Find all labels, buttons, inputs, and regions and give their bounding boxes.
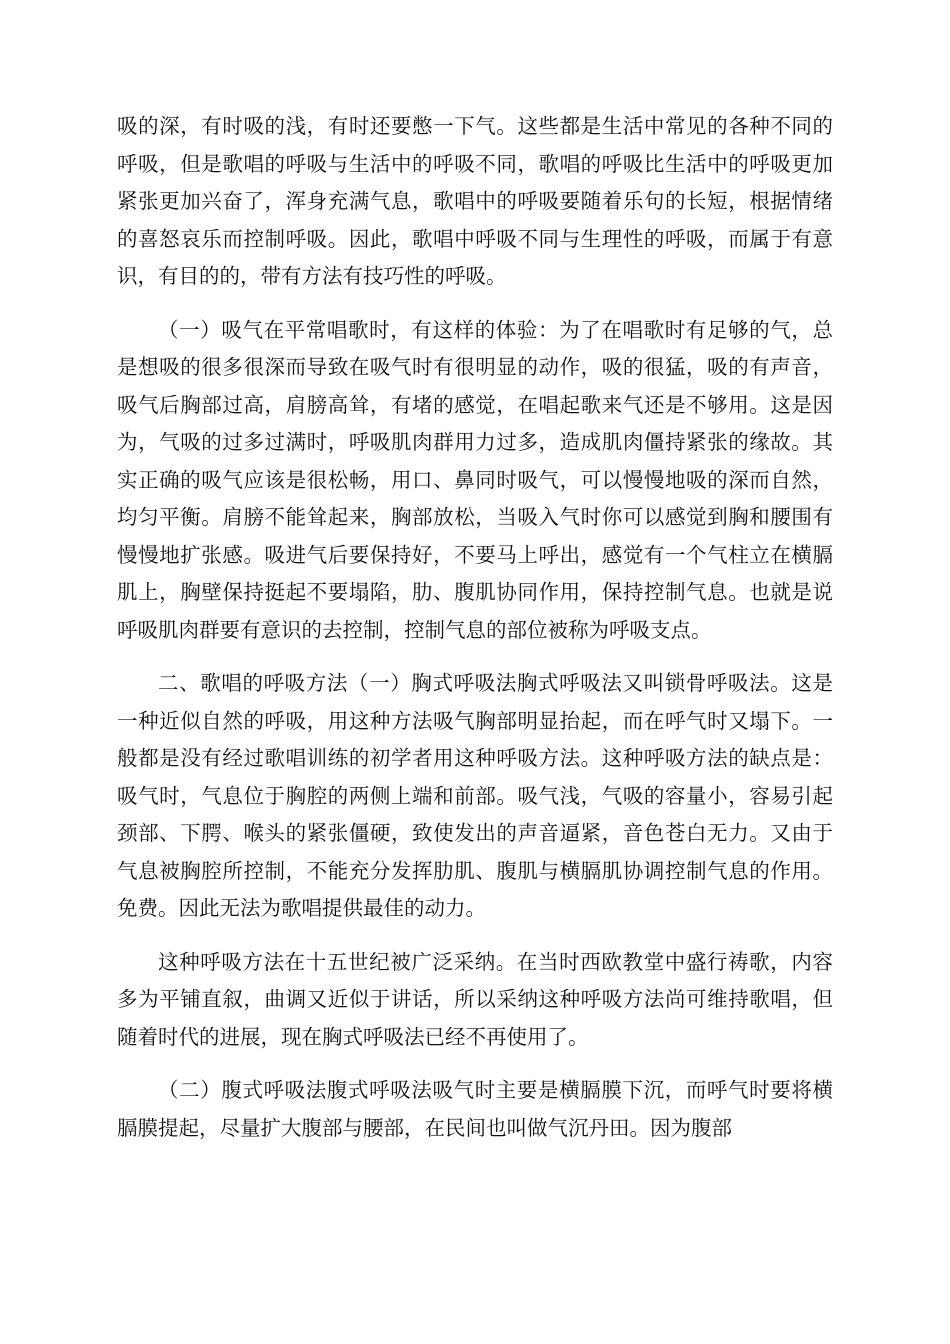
paragraph-abdominal-breathing: （二）腹式呼吸法腹式呼吸法吸气时主要是横膈膜下沉，而呼气时要将横膈膜提起，尽量扩大腹部与腰部，在民间也叫做气沉丹田。因为腹部 [117,1078,833,1140]
document-body [117,108,833,1147]
paragraph-fifteenth-century: 这种呼吸方法在十五世纪被广泛采纳。在当时西欧教堂中盛行祷歌，内容多为平铺直叙，曲调又近似于讲话，所以采纳这种呼吸方法尚可维持歌唱，但随着时代的进展，现在胸式呼吸法已经不再使用了。 [117,949,833,1049]
paragraph-breathing-types: 吸的深，有时吸的浅，有时还要憋一下气。这些都是生活中常见的各种不同的呼吸，但是歌唱的呼吸与生活中的呼吸不同，歌唱的呼吸比生活中的呼吸更加紧张更加兴奋了，浑身充满气息，歌唱中的呼吸要随着乐句的长短，根据情绪的喜怒哀乐而控制呼吸。因此，歌唱中呼吸不同与生理性的呼吸，而属于有意识，有目的的，带有方法有技巧性的呼吸。 [117,114,833,288]
paragraph-inhalation: （一）吸气在平常唱歌时，有这样的体验：为了在唱歌时有足够的气，总是想吸的很多很深而导致在吸气时有很明显的动作，吸的很猛，吸的有声音，吸气后胸部过高，肩膀高耸，有堵的感觉，在唱起歌来气还是不够用。这是因为，气吸的过多过满时，呼吸肌肉群用力过多，造成肌肉僵持紧张的缘故。其实正确的吸气应该是很松畅，用口、鼻同时吸气，可以慢慢地吸的深而自然，均匀平衡。肩膀不能耸起来，胸部放松，当吸入气时你可以感觉到胸和腰围有慢慢地扩张感。吸进气后要保持好，不要马上呼出，感觉有一个气柱立在横膈肌上，胸壁保持挺起不要塌陷，肋、腹肌协同作用，保持控制气息。也就是说呼吸肌肉群要有意识的去控制，控制气息的部位被称为呼吸支点。 [117,317,833,642]
paragraph-chest-breathing: 二、歌唱的呼吸方法（一）胸式呼吸法胸式呼吸法又叫锁骨呼吸法。这是一种近似自然的呼吸，用这种方法吸气胸部明显抬起，而在呼气时又塌下。一般都是没有经过歌唱训练的初学者用这种呼吸方法。这种呼吸方法的缺点是：吸气时，气息位于胸腔的两侧上端和前部。吸气浅，气吸的容量小，容易引起颈部、下腭、喉头的紧张僵硬，致使发出的声音逼紧，音色苍白无力。又由于气息被胸腔所控制，不能充分发挥肋肌、腹肌与横膈肌协调控制气息的作用。免费。因此无法为歌唱提供最佳的动力。 [117,671,833,920]
